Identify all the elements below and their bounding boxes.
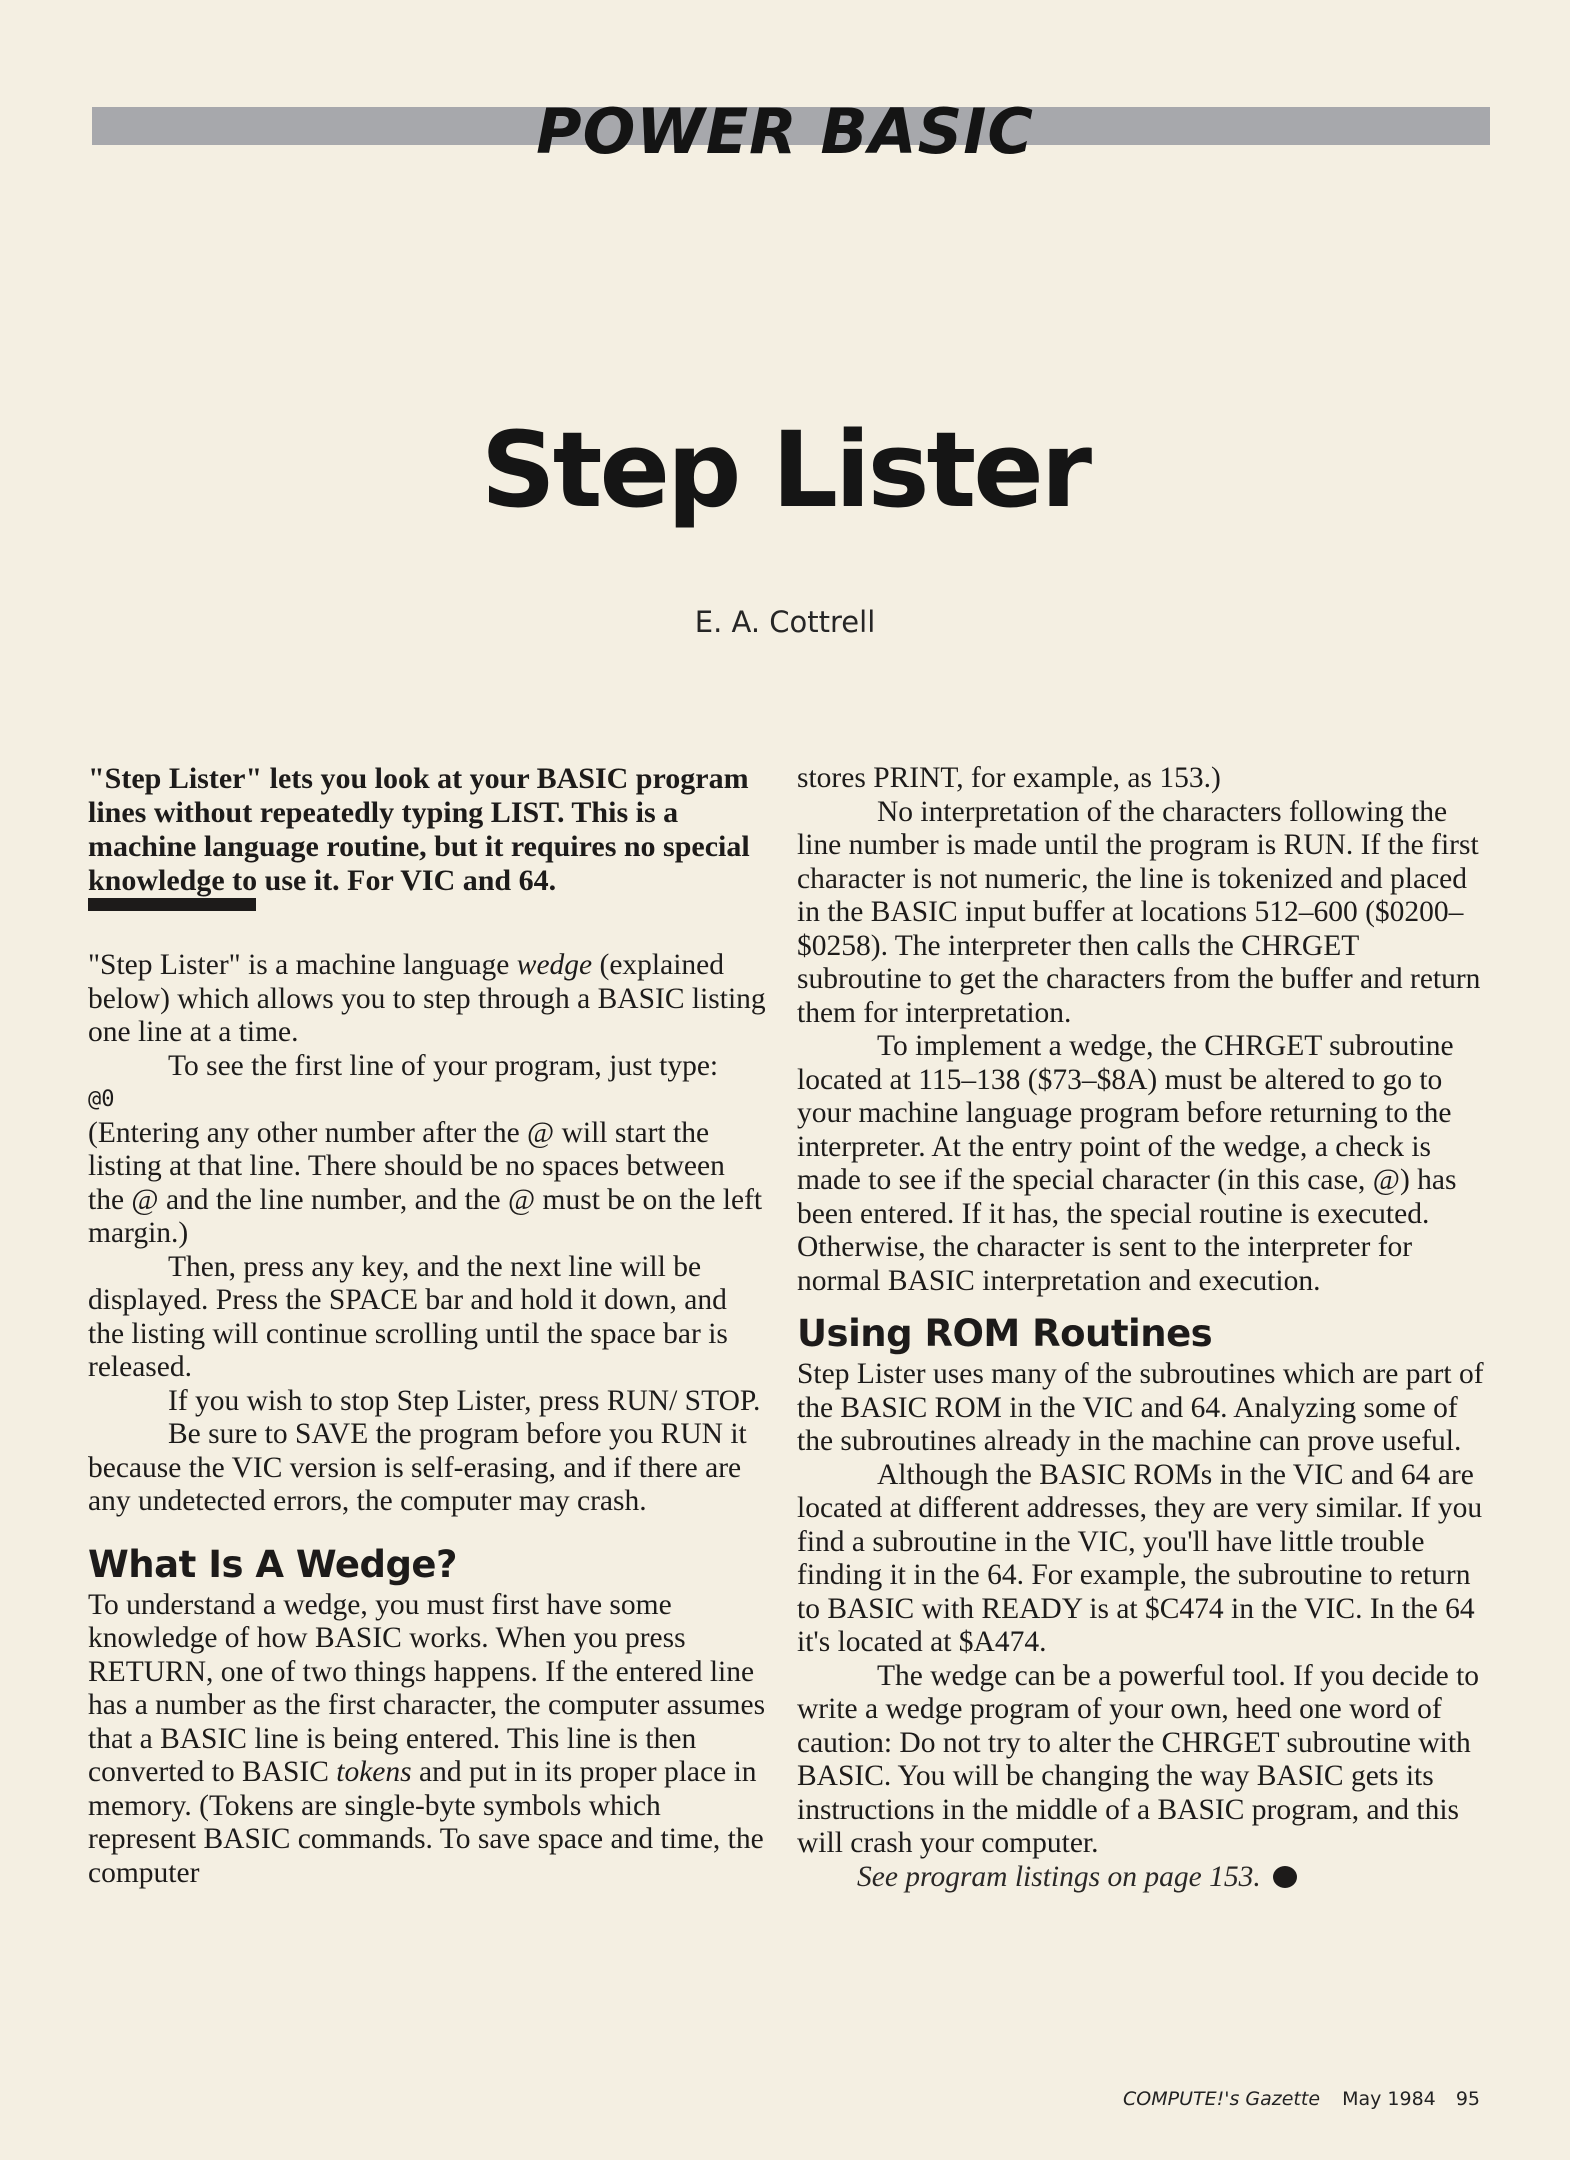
text-run: "Step Lister" is a machine language	[88, 949, 517, 981]
subheading-wedge: What Is A Wedge?	[88, 1542, 457, 1586]
paragraph: No interpretation of the characters following the line number is made until the program is RUN. If the first character is not numeric, the line is tokenized and placed in the BASIC input buffer at locations 512–600 ($0200–$0258). The interpreter then calls the CHRGET subroutine to get the characters from the buffer and return them for interpretation.	[797, 795, 1481, 1029]
page-number: 95	[1455, 2088, 1480, 2110]
text-run: (explained below) which allows you to step through a BASIC listing one line at a time.	[88, 949, 766, 1048]
paragraph: If you wish to stop Step Lister, press RUN/ STOP.	[168, 1384, 761, 1417]
paragraph: Although the BASIC ROMs in the VIC and 64 are located at different addresses, they are very similar. If you find a subroutine in the VIC, you'll have little trouble finding it in the 64. For example, the subroutine to return to BASIC with READY is at $C474 in the VIC. In the 64 it's located at $A474.	[797, 1458, 1483, 1658]
see-listings-note	[797, 1861, 1487, 1895]
author-byline: E. A. Cottrell	[694, 605, 876, 639]
intro-summary: "Step Lister" lets you look at your BASIC program lines without repeatedly typing LIST. This is a machine language routine, but it requires no special knowledge to use it. For VIC and 64.	[88, 762, 750, 897]
paragraph	[88, 1589, 768, 1891]
paragraph: To see the first line of your program, just type:	[168, 1049, 719, 1082]
subheading-rom: Using ROM Routines	[797, 1312, 1213, 1355]
paragraph: Be sure to SAVE the program before you RUN it because the VIC version is self-erasing, and if there are any undetected errors, the computer may crash.	[88, 1418, 747, 1517]
left-column	[88, 762, 768, 1890]
paragraph: stores PRINT, for example, as 153.)	[797, 762, 1221, 794]
magazine-name: COMPUTE!'s Gazette	[1123, 2088, 1321, 2110]
see-listings-text: See program listings on page 153.	[857, 1860, 1261, 1893]
section-title: POWER BASIC	[536, 95, 1034, 168]
paragraph	[88, 949, 768, 1050]
paragraph: Step Lister uses many of the subroutines which are part of the BASIC ROM in the VIC and 64. Analyzing some of the subroutines already in the machine can prove useful.	[797, 1358, 1484, 1457]
paragraph: To implement a wedge, the CHRGET subroutine located at 115–138 ($73–$8A) must be altered to go to your machine language program before returning to the interpreter. At the entry point of the wedge, a check is made to see if the special character (in this case, @) has been entered. If it has, the special routine is executed. Otherwise, the character is sent to the interpreter for normal BASIC interpretation and execution.	[797, 1030, 1457, 1297]
paragraph: The wedge can be a powerful tool. If you decide to write a wedge program of your own, heed one word of caution: Do not try to alter the CHRGET subroutine with BASIC. You will be changing the way BASIC gets its instructions in the middle of a BASIC program, and this will crash your computer.	[797, 1659, 1480, 1859]
article-title: Step Lister	[480, 409, 1090, 531]
emphasis-wedge: wedge	[516, 949, 593, 981]
right-column	[797, 762, 1487, 1894]
paragraph: Then, press any key, and the next line will be displayed. Press the SPACE bar and hold it down, and the listing will continue scrolling until the space bar is released.	[88, 1250, 728, 1383]
code-example: @0	[88, 1087, 115, 1112]
page-footer	[1123, 2088, 1480, 2110]
emphasis-tokens: tokens	[336, 1756, 412, 1788]
text-run: and put in its proper place in memory. (Tokens are single-byte symbols which represent BASIC commands. To save space and time, the computer	[88, 1756, 764, 1889]
intro-rule	[88, 898, 256, 911]
text-run: To understand a wedge, you must first have some knowledge of how BASIC works. When you press RETURN, one of two things happens. If the entered line has a number as the first character, the computer assumes that a BASIC line is being entered. This line is then converted to BASIC	[88, 1588, 766, 1788]
magazine-logo-icon	[1273, 1866, 1297, 1888]
issue-date: May 1984	[1342, 2088, 1436, 2110]
paragraph: (Entering any other number after the @ will start the listing at that line. There should be no spaces between the @ and the line number, and the @ must be on the left margin.)	[88, 1116, 763, 1249]
